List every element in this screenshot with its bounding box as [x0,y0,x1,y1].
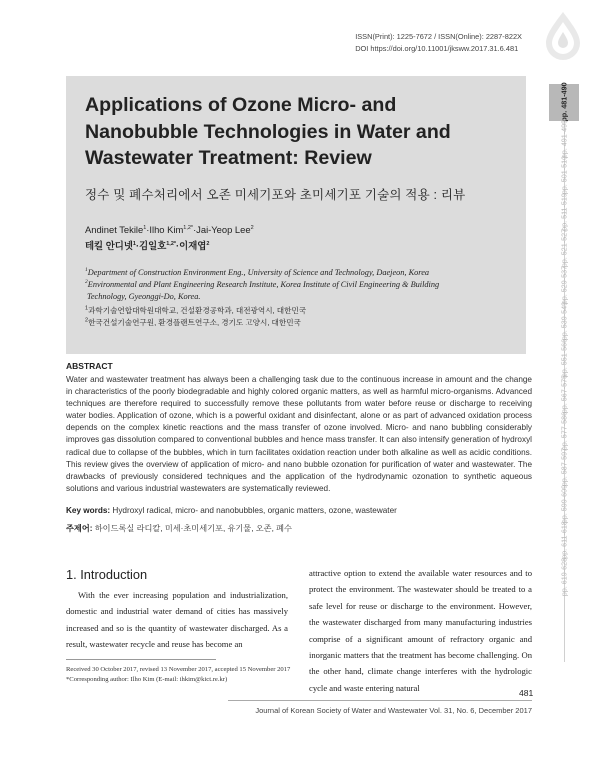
abstract-heading: ABSTRACT [66,361,113,371]
page-range-tabs [549,84,579,595]
author-sup: 1 [143,224,147,231]
footnote [66,665,326,685]
page-range-label: pp. 539-549 [559,302,569,341]
aff-text: 과학기술연합대학원대학교, 건설환경공학과, 대전광역시, 대한민국 [88,306,307,315]
author-name: Andinet Tekile [85,224,144,235]
page-range-label: pp. 511-519 [559,192,569,231]
page-range-label: pp. 491-499 [559,119,569,158]
corresponding-author: *Corresponding author: Ilho Kim (E-mail: ihkim@kict.re.kr) [66,676,228,683]
page-range-tab[interactable] [549,449,579,486]
aff-sup: 1 [85,305,89,312]
issn-line: ISSN(Print): 1225-7672 / ISSN(Online): 2287-822X [355,32,522,41]
korean-affiliations [85,305,306,328]
journal-citation: Journal of Korean Society of Water and Wastewater Vol. 31, No. 6, December 2017 [255,706,532,715]
affiliation-line [85,317,306,329]
author-sup: 2 [250,224,254,231]
page-range-tab[interactable] [549,559,579,596]
footer-rule [228,700,532,701]
issn-doi [355,31,522,54]
keywords [66,506,532,515]
page-range-label: pp. 501-510 [559,156,569,195]
page-range-label: pp. 551-566 [559,338,569,377]
author-list [85,224,254,235]
aff-text: Environmental and Plant Engineering Research Institute, Korea Institute of Civil Engineering & Building [87,279,440,289]
page-range-label: pp. 521-527 [559,229,569,268]
affiliation-line [85,305,306,317]
page-range-tab[interactable] [549,376,579,413]
author-name: ·Ilho Kim [146,224,184,235]
page-range-label: pp. 599-609 [559,484,569,523]
page-range-label: pp. 619-628 [559,557,569,596]
abstract-text: Water and wastewater treatment has always been a challenging task due to the continuous increase in amount and the change in characteristics of the poorly biodegradable and highly colored organic matters, as well as harmful micro-organisms. Advanced techniques are therefore required to successfully remove these pollutants from water before reuse or discharge to receiving water bodies. Application of ozone, which is a powerful oxidant and disinfectant, alone or as part of advanced oxidation process depends on the complex kinetic reactions and the mass transfer of ozone involved. Micro- and nano bubbling considerably improves gas dissolution compared to conventional bubbles and hence mass transfer. It can also intensify generation of hydroxyl radical due to collapse of the bubbles, which in turn facilitates oxidation reaction under both alkaline as well as acidic conditions. This review gives the overview of application of micro- and nano bubble ozonation for purification of water and wastewater. The drawbacks of previously considered techniques and the application of the hydrodynamic ozonation to synthetic aqueous solutions and various industrial wastewaters are systematically reviewed. [66,375,532,493]
author-name: ·김일호 [135,240,167,251]
page-range-label: pp. 481-490 [559,82,569,122]
body-column-left: With the ever increasing population and industrialization, domestic and industrial water demand of cities has massively increased and so is the quantity of wastewater discharged. As a result, wastewater recycle and reuse has become an [66,590,288,650]
aff-text: Department of Construction Environment Eng., University of Science and Technology, Daejeon, Korea [87,268,430,277]
page-range-tab[interactable] [549,413,579,450]
korean-title: 정수 및 폐수처리에서 오존 미세기포와 초미세기포 기술의 적용 : 리뷰 [85,188,466,202]
affiliations [85,267,515,302]
author-sup: 1 [132,240,136,247]
aff-sup: 2 [85,279,88,286]
page-range-tab[interactable] [549,522,579,559]
keywords-text: Hydroxyl radical, micro- and nanobubbles, organic matters, ozone, wastewater [112,506,397,515]
page-number: 481 [519,688,534,698]
section-heading: 1. Introduction [66,567,148,582]
author-name: 테킬 안디넷 [85,240,133,251]
page-range-tab[interactable] [549,486,579,523]
body-column-right: attractive option to extend the available water resources and to protect the environment. The wastewater should be treated to a safe level for reuse or discharge to the environment. However, the wastewater discharged from many manufacturing industries comprise of a significant amount of refractory organic and inorganic matters that the treatment has become challenging. On the other hand, climate change interferes with the hydrologic cycle and waste entering natural [309,568,532,693]
title-line: Applications of Ozone Micro- and [85,94,397,116]
page-range-tab[interactable] [549,157,579,194]
keywords-text: 하이드록실 라디칼, 미세·초미세기포, 유기물, 오존, 폐수 [94,524,292,533]
keywords-label: Key words: [66,506,111,515]
page-range-label: pp. 587-597 [559,448,569,487]
page-range-tab[interactable] [549,84,579,121]
page-range-label: pp. 529-537 [559,265,569,304]
title-line: Wastewater Treatment: Review [85,147,372,169]
footnote-rule [66,659,216,660]
aff-sup: 1 [85,267,88,274]
author-sup: 1,2* [183,224,194,231]
affiliation-line [85,267,515,279]
page-range-label: pp. 567-575 [559,375,569,414]
title-line: Nanobubble Technologies in Water and [85,120,451,143]
doi-line: DOI https://doi.org/10.11001/jksww.2017.31.6.481 [355,43,519,53]
page-range-tab[interactable] [549,194,579,231]
korean-author-list [85,238,209,252]
page-range-tab[interactable] [549,230,579,267]
affiliation-line: Technology, Gyeonggi-Do, Korea. [87,291,201,301]
page-range-tab[interactable] [549,267,579,304]
received-dates: Received 30 October 2017, revised 13 November 2017, accepted 15 November 2017 [66,666,291,673]
author-sup: 1,2* [166,240,177,247]
journal-logo-icon [540,10,586,62]
page-range-label: pp. 611-618 [559,521,569,560]
page-range-tab[interactable] [549,340,579,377]
keywords-label: 주제어: [66,524,93,533]
korean-keywords [66,523,532,534]
page-range-label: pp. 577-586 [559,411,569,450]
affiliation-line [85,279,515,291]
aff-text: 한국건설기술연구원, 환경플랜트연구소, 경기도 고양시, 대한민국 [88,317,301,327]
page-range-tab[interactable] [549,303,579,340]
aff-sup: 2 [85,316,89,323]
paper-title [85,92,510,172]
page-range-tab[interactable] [549,121,579,158]
author-name: ·Jai-Yeop Lee [193,224,251,235]
author-name: ·이재엽 [176,240,207,251]
author-sup: 2 [206,240,210,247]
